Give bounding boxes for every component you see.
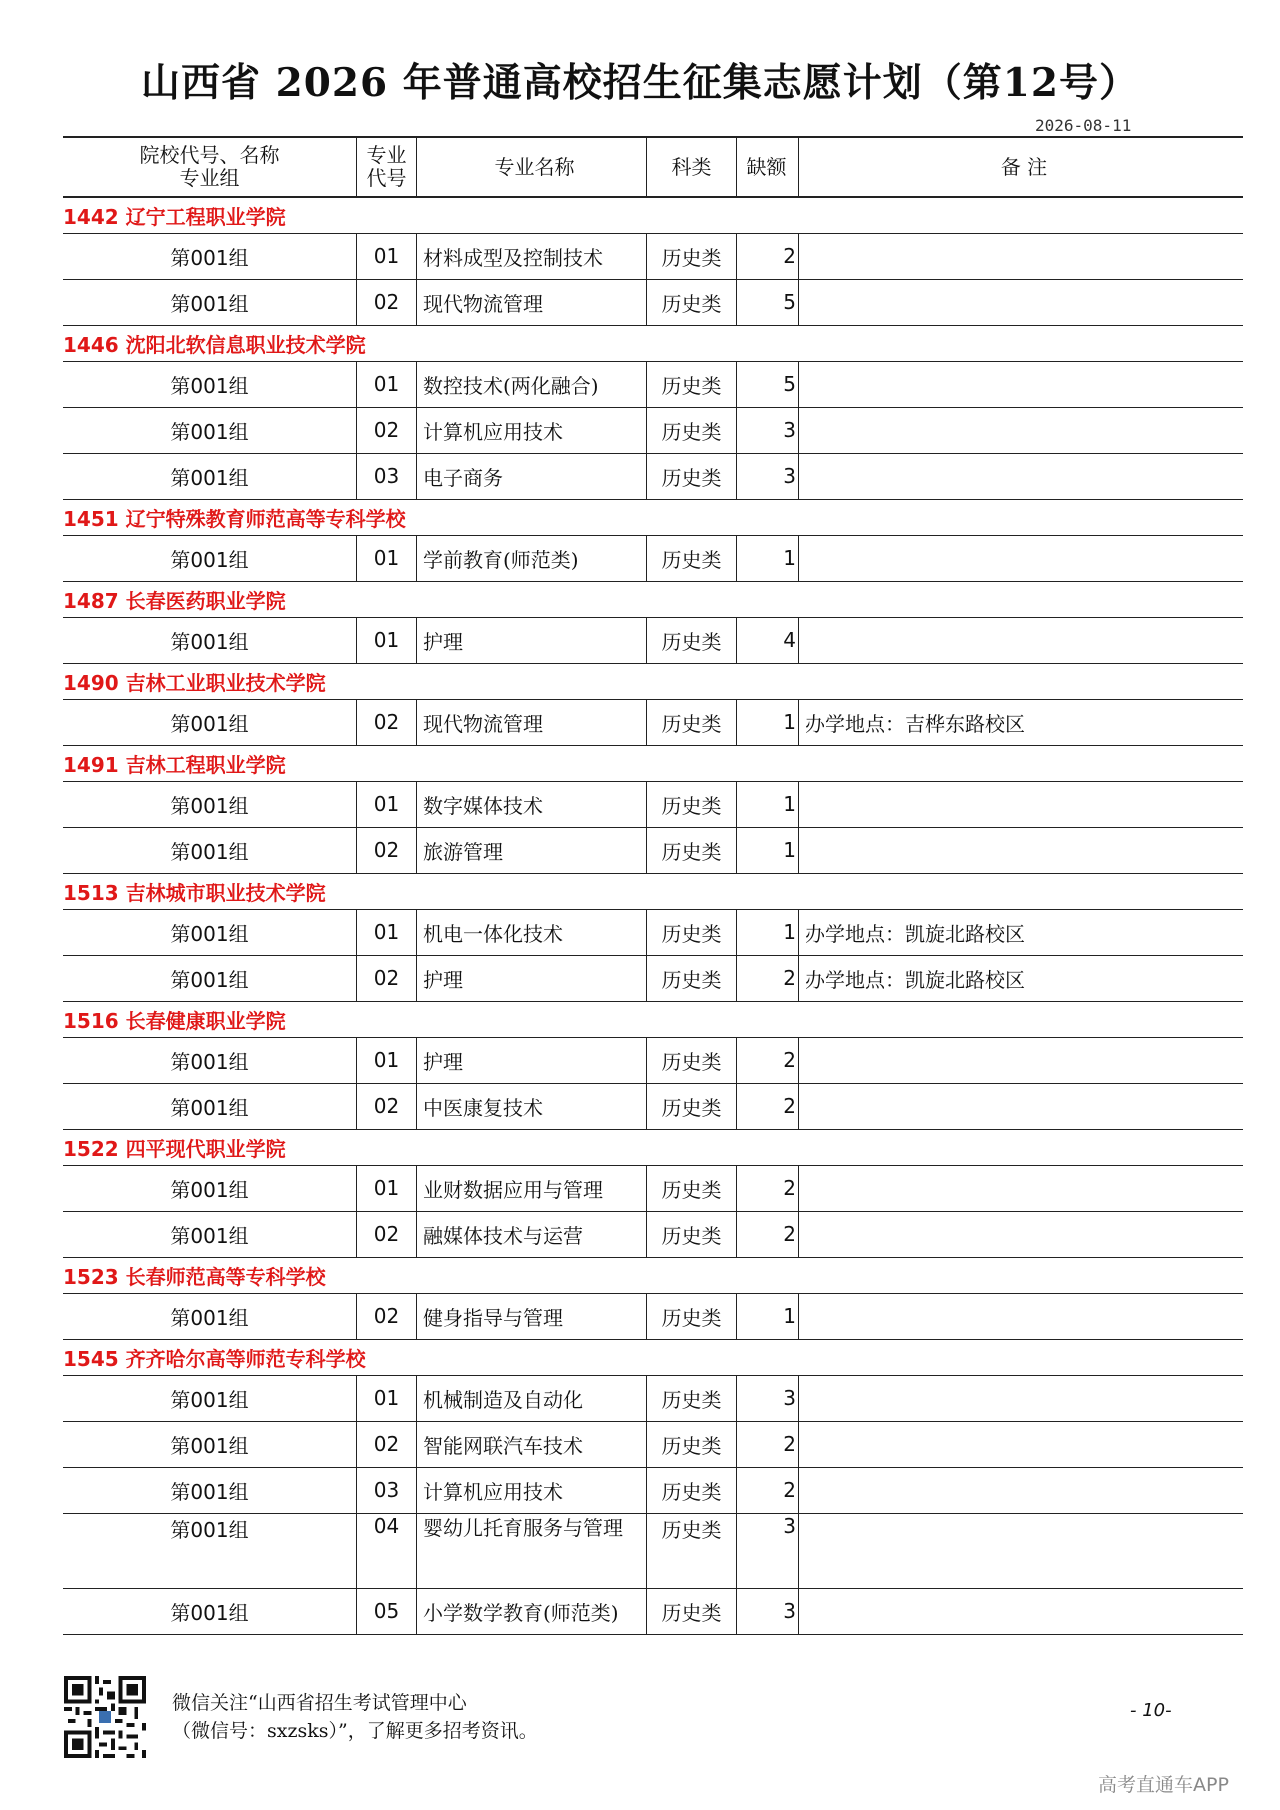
header-major-code bbox=[357, 137, 417, 197]
major-name-cell: 小学数学教育(师范类) bbox=[417, 1588, 647, 1634]
vacancy-cell: 1 bbox=[737, 699, 799, 745]
watermark: 高考直通车APP bbox=[1098, 1774, 1229, 1796]
major-name-cell: 数控技术(两化融合) bbox=[417, 361, 647, 407]
group-cell: 第001组 bbox=[63, 1375, 357, 1421]
table-row bbox=[63, 955, 1243, 1001]
header-remarks bbox=[799, 137, 1244, 197]
school-name: 1451 辽宁特殊教育师范高等专科学校 bbox=[63, 506, 406, 531]
category-cell: 历史类 bbox=[647, 827, 737, 873]
school-name: 1513 吉林城市职业技术学院 bbox=[63, 880, 326, 905]
school-header-row bbox=[63, 1129, 1243, 1165]
table-row bbox=[63, 1037, 1243, 1083]
group-cell: 第001组 bbox=[63, 361, 357, 407]
group-cell: 第001组 bbox=[63, 453, 357, 499]
category-cell: 历史类 bbox=[647, 1211, 737, 1257]
vacancy-cell: 1 bbox=[737, 909, 799, 955]
major-code-cell: 02 bbox=[357, 1211, 417, 1257]
group-cell: 第001组 bbox=[63, 955, 357, 1001]
major-name-cell: 机械制造及自动化 bbox=[417, 1375, 647, 1421]
school-name: 1442 辽宁工程职业学院 bbox=[63, 204, 286, 229]
school-name: 1491 吉林工程职业学院 bbox=[63, 752, 286, 777]
major-code-cell: 01 bbox=[357, 1037, 417, 1083]
category-cell: 历史类 bbox=[647, 617, 737, 663]
vacancy-cell: 5 bbox=[737, 361, 799, 407]
category-cell: 历史类 bbox=[647, 909, 737, 955]
school-name: 1522 四平现代职业学院 bbox=[63, 1136, 286, 1161]
table-row bbox=[63, 1375, 1243, 1421]
table-row bbox=[63, 1421, 1243, 1467]
category-cell: 历史类 bbox=[647, 781, 737, 827]
table-row bbox=[63, 1211, 1243, 1257]
table-row bbox=[63, 361, 1243, 407]
category-cell: 历史类 bbox=[647, 453, 737, 499]
school-header-row bbox=[63, 197, 1243, 233]
major-code-cell: 02 bbox=[357, 1421, 417, 1467]
major-name-cell: 材料成型及控制技术 bbox=[417, 233, 647, 279]
group-cell: 第001组 bbox=[63, 827, 357, 873]
footer-wechat-line1: 微信关注“山西省招生考试管理中心 bbox=[172, 1692, 467, 1714]
school-name: 1446 沈阳北软信息职业技术学院 bbox=[63, 332, 366, 357]
remarks-cell: 办学地点：凯旋北路校区 bbox=[805, 967, 1025, 992]
table-row bbox=[63, 699, 1243, 745]
category-cell: 历史类 bbox=[647, 535, 737, 581]
table-row bbox=[63, 1467, 1243, 1513]
remarks-cell bbox=[799, 453, 1244, 499]
vacancy-cell: 2 bbox=[737, 1165, 799, 1211]
major-name-cell: 婴幼儿托育服务与管理 bbox=[417, 1513, 647, 1588]
remarks-cell bbox=[799, 827, 1244, 873]
major-name-cell: 智能网联汽车技术 bbox=[417, 1421, 647, 1467]
header-category bbox=[647, 137, 737, 197]
major-code-cell: 01 bbox=[357, 909, 417, 955]
vacancy-cell: 3 bbox=[737, 407, 799, 453]
school-header-row bbox=[63, 1339, 1243, 1375]
major-name-cell: 电子商务 bbox=[417, 453, 647, 499]
table-row bbox=[63, 909, 1243, 955]
group-cell: 第001组 bbox=[63, 1293, 357, 1339]
major-name-cell: 机电一体化技术 bbox=[417, 909, 647, 955]
header-vacancy bbox=[737, 137, 799, 197]
remarks-cell bbox=[799, 1588, 1244, 1634]
major-name-cell: 中医康复技术 bbox=[417, 1083, 647, 1129]
major-code-cell: 04 bbox=[357, 1513, 417, 1588]
vacancy-cell: 3 bbox=[737, 1375, 799, 1421]
school-name: 1487 长春医药职业学院 bbox=[63, 588, 286, 613]
major-code-cell: 02 bbox=[357, 1293, 417, 1339]
table-row bbox=[63, 279, 1243, 325]
group-cell: 第001组 bbox=[63, 699, 357, 745]
table-row bbox=[63, 781, 1243, 827]
group-cell: 第001组 bbox=[63, 1588, 357, 1634]
major-name-cell: 现代物流管理 bbox=[417, 279, 647, 325]
major-code-cell: 01 bbox=[357, 1165, 417, 1211]
vacancy-cell: 2 bbox=[737, 955, 799, 1001]
major-name-cell: 现代物流管理 bbox=[417, 699, 647, 745]
major-name-cell: 旅游管理 bbox=[417, 827, 647, 873]
category-cell: 历史类 bbox=[647, 1588, 737, 1634]
category-cell: 历史类 bbox=[647, 407, 737, 453]
remarks-cell bbox=[799, 1375, 1244, 1421]
major-code-cell: 03 bbox=[357, 453, 417, 499]
category-cell: 历史类 bbox=[647, 233, 737, 279]
category-cell: 历史类 bbox=[647, 699, 737, 745]
group-cell: 第001组 bbox=[63, 1165, 357, 1211]
category-cell: 历史类 bbox=[647, 1375, 737, 1421]
major-name-cell: 数字媒体技术 bbox=[417, 781, 647, 827]
enrollment-plan-table bbox=[63, 136, 1243, 1635]
table-row bbox=[63, 1165, 1243, 1211]
table-row bbox=[63, 407, 1243, 453]
vacancy-cell: 1 bbox=[737, 827, 799, 873]
category-cell: 历史类 bbox=[647, 955, 737, 1001]
school-header-row bbox=[63, 581, 1243, 617]
school-header-row bbox=[63, 325, 1243, 361]
vacancy-cell: 5 bbox=[737, 279, 799, 325]
group-cell: 第001组 bbox=[63, 1421, 357, 1467]
table-row bbox=[63, 617, 1243, 663]
group-cell: 第001组 bbox=[63, 1037, 357, 1083]
vacancy-cell: 3 bbox=[737, 1513, 799, 1588]
remarks-cell bbox=[799, 617, 1244, 663]
remarks-cell bbox=[799, 279, 1244, 325]
remarks-cell bbox=[799, 233, 1244, 279]
major-code-cell: 03 bbox=[357, 1467, 417, 1513]
school-header-row bbox=[63, 873, 1243, 909]
major-code-cell: 01 bbox=[357, 781, 417, 827]
category-cell: 历史类 bbox=[647, 1467, 737, 1513]
vacancy-cell: 1 bbox=[737, 1293, 799, 1339]
school-header-row bbox=[63, 1257, 1243, 1293]
remarks-cell bbox=[799, 407, 1244, 453]
header-school-group bbox=[63, 137, 357, 197]
major-code-cell: 02 bbox=[357, 1083, 417, 1129]
remarks-cell bbox=[799, 1211, 1244, 1257]
major-code-cell: 02 bbox=[357, 955, 417, 1001]
remarks-cell bbox=[799, 1513, 1244, 1588]
major-name-cell: 融媒体技术与运营 bbox=[417, 1211, 647, 1257]
major-code-cell: 01 bbox=[357, 535, 417, 581]
remarks-cell bbox=[799, 1421, 1244, 1467]
table-row bbox=[63, 1083, 1243, 1129]
group-cell: 第001组 bbox=[63, 781, 357, 827]
header-major-name bbox=[417, 137, 647, 197]
header-school-group-label: 院校代号、名称 专业组 bbox=[139, 143, 280, 190]
group-cell: 第001组 bbox=[63, 1211, 357, 1257]
school-name: 1523 长春师范高等专科学校 bbox=[63, 1264, 326, 1289]
major-code-cell: 02 bbox=[357, 279, 417, 325]
remarks-cell: 办学地点：吉桦东路校区 bbox=[805, 711, 1025, 736]
remarks-cell bbox=[799, 1037, 1244, 1083]
qr-code-icon bbox=[64, 1676, 146, 1758]
category-cell: 历史类 bbox=[647, 1513, 737, 1588]
major-name-cell: 业财数据应用与管理 bbox=[417, 1165, 647, 1211]
school-name: 1545 齐齐哈尔高等师范专科学校 bbox=[63, 1346, 366, 1371]
group-cell: 第001组 bbox=[63, 909, 357, 955]
vacancy-cell: 1 bbox=[737, 781, 799, 827]
vacancy-cell: 3 bbox=[737, 453, 799, 499]
major-code-cell: 02 bbox=[357, 827, 417, 873]
category-cell: 历史类 bbox=[647, 1037, 737, 1083]
table-header-row bbox=[63, 137, 1243, 197]
major-code-cell: 02 bbox=[357, 407, 417, 453]
school-header-row bbox=[63, 745, 1243, 781]
group-cell: 第001组 bbox=[63, 1513, 357, 1588]
vacancy-cell: 3 bbox=[737, 1588, 799, 1634]
table-row bbox=[63, 453, 1243, 499]
school-header-row bbox=[63, 1001, 1243, 1037]
major-name-cell: 健身指导与管理 bbox=[417, 1293, 647, 1339]
table-row bbox=[63, 827, 1243, 873]
vacancy-cell: 2 bbox=[737, 1211, 799, 1257]
category-cell: 历史类 bbox=[647, 361, 737, 407]
table-row bbox=[63, 1513, 1243, 1588]
major-name-cell: 计算机应用技术 bbox=[417, 1467, 647, 1513]
school-header-row bbox=[63, 499, 1243, 535]
vacancy-cell: 2 bbox=[737, 1083, 799, 1129]
header-remarks-label: 备 注 bbox=[1000, 154, 1048, 179]
group-cell: 第001组 bbox=[63, 233, 357, 279]
vacancy-cell: 2 bbox=[737, 1037, 799, 1083]
vacancy-cell: 2 bbox=[737, 1421, 799, 1467]
table-row bbox=[63, 1588, 1243, 1634]
major-name-cell: 护理 bbox=[417, 955, 647, 1001]
footer-wechat-line2: （微信号：sxzsks）”，了解更多招考资讯。 bbox=[172, 1720, 538, 1742]
header-major-name-label: 专业名称 bbox=[494, 154, 575, 179]
header-major-code-label: 专业 代号 bbox=[366, 143, 407, 190]
header-category-label: 科类 bbox=[671, 154, 712, 179]
table-row bbox=[63, 535, 1243, 581]
remarks-cell bbox=[799, 1165, 1244, 1211]
group-cell: 第001组 bbox=[63, 1083, 357, 1129]
group-cell: 第001组 bbox=[63, 279, 357, 325]
major-code-cell: 05 bbox=[357, 1588, 417, 1634]
remarks-cell bbox=[799, 781, 1244, 827]
remarks-cell: 办学地点：凯旋北路校区 bbox=[805, 921, 1025, 946]
major-name-cell: 计算机应用技术 bbox=[417, 407, 647, 453]
remarks-cell bbox=[799, 1083, 1244, 1129]
table-row bbox=[63, 233, 1243, 279]
page-title: 山西省 2026 年普通高校招生征集志愿计划（第12号） bbox=[141, 60, 1139, 106]
school-header-row bbox=[63, 663, 1243, 699]
category-cell: 历史类 bbox=[647, 1083, 737, 1129]
category-cell: 历史类 bbox=[647, 1293, 737, 1339]
remarks-cell bbox=[799, 1293, 1244, 1339]
remarks-cell bbox=[799, 361, 1244, 407]
page-number: - 10- bbox=[1130, 1700, 1172, 1721]
vacancy-cell: 2 bbox=[737, 1467, 799, 1513]
vacancy-cell: 4 bbox=[737, 617, 799, 663]
publish-date: 2026-08-11 bbox=[1035, 116, 1132, 135]
category-cell: 历史类 bbox=[647, 279, 737, 325]
category-cell: 历史类 bbox=[647, 1421, 737, 1467]
school-name: 1516 长春健康职业学院 bbox=[63, 1008, 286, 1033]
school-name: 1490 吉林工业职业技术学院 bbox=[63, 670, 326, 695]
major-code-cell: 01 bbox=[357, 233, 417, 279]
table-row bbox=[63, 1293, 1243, 1339]
major-code-cell: 01 bbox=[357, 361, 417, 407]
group-cell: 第001组 bbox=[63, 535, 357, 581]
group-cell: 第001组 bbox=[63, 617, 357, 663]
group-cell: 第001组 bbox=[63, 407, 357, 453]
major-name-cell: 护理 bbox=[417, 1037, 647, 1083]
major-name-cell: 学前教育(师范类) bbox=[417, 535, 647, 581]
header-vacancy-label: 缺额 bbox=[746, 154, 787, 179]
major-code-cell: 02 bbox=[357, 699, 417, 745]
remarks-cell bbox=[799, 1467, 1244, 1513]
remarks-cell bbox=[799, 535, 1244, 581]
vacancy-cell: 1 bbox=[737, 535, 799, 581]
major-code-cell: 01 bbox=[357, 1375, 417, 1421]
category-cell: 历史类 bbox=[647, 1165, 737, 1211]
group-cell: 第001组 bbox=[63, 1467, 357, 1513]
major-name-cell: 护理 bbox=[417, 617, 647, 663]
major-code-cell: 01 bbox=[357, 617, 417, 663]
vacancy-cell: 2 bbox=[737, 233, 799, 279]
